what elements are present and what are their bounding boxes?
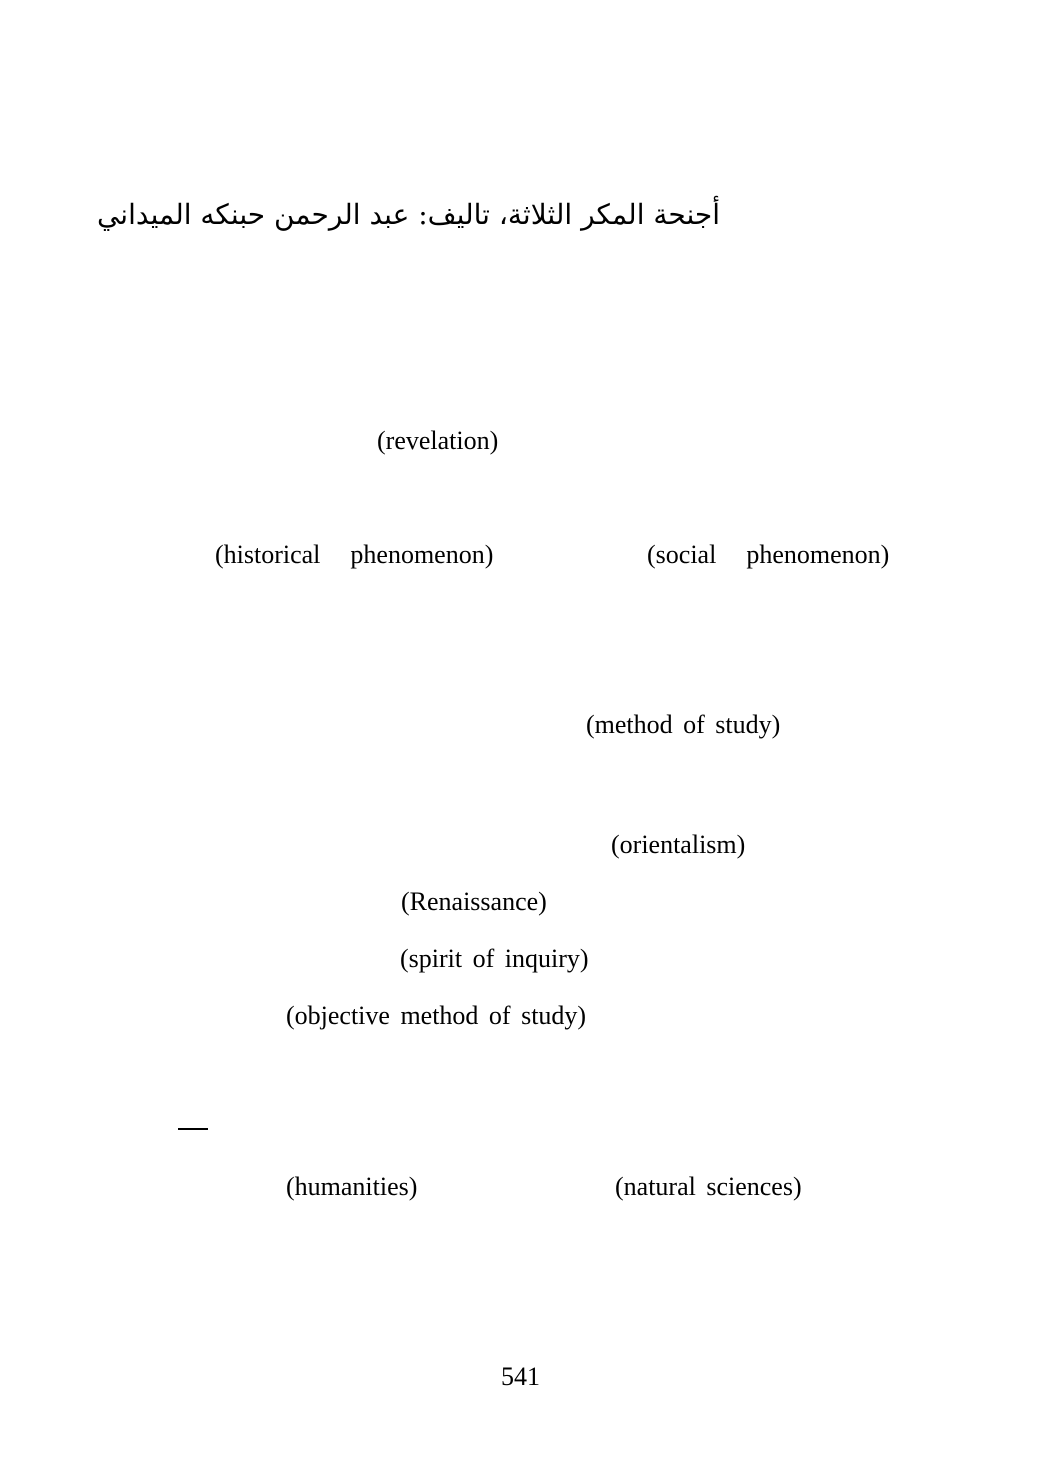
footnote-dash — [178, 1128, 208, 1130]
term-renaissance: (Renaissance) — [401, 887, 547, 916]
term-social-phenomenon-word: phenomenon) — [746, 540, 890, 569]
term-historical-word: (historical — [215, 540, 321, 569]
term-orientalism: (orientalism) — [611, 830, 746, 859]
term-social-word: (social — [647, 540, 717, 569]
term-revelation: (revelation) — [377, 426, 499, 455]
term-method-of-study: (method of study) — [586, 710, 781, 739]
term-historical-phenomenon — [215, 540, 493, 570]
term-natural-sciences: (natural sciences) — [615, 1172, 802, 1201]
term-objective-method-of-study: (objective method of study) — [286, 1001, 587, 1030]
term-humanities: (humanities) — [286, 1172, 418, 1201]
term-spirit-of-inquiry: (spirit of inquiry) — [400, 944, 589, 973]
term-social-phenomenon — [647, 540, 889, 570]
running-header: أجنحة المكر الثلاثة، تاليف: عبد الرحمن حبنكه الميداني — [96, 198, 720, 231]
term-historical-phenomenon-word: phenomenon) — [350, 540, 494, 569]
page-number: 541 — [501, 1362, 540, 1391]
